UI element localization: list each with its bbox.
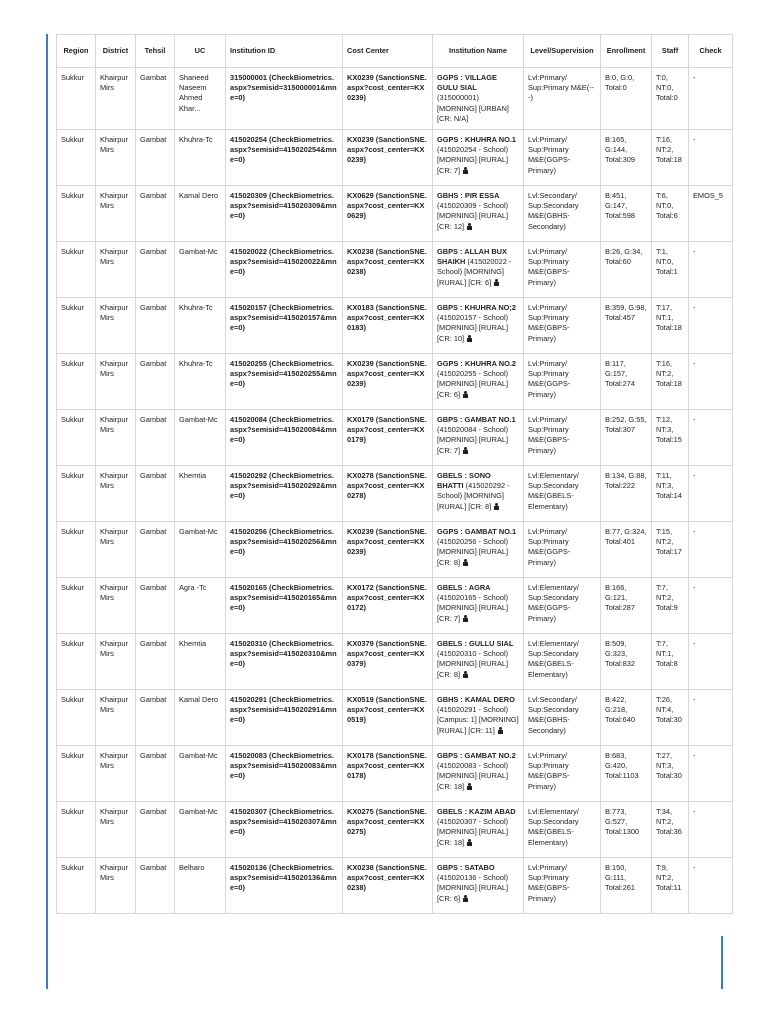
cell-district: Khairpur Mirs bbox=[96, 466, 136, 522]
cell-staff: T:7, NT:2, Total:9 bbox=[652, 578, 689, 634]
cell-staff: T:34, NT:2, Total:36 bbox=[652, 802, 689, 858]
institution-name-details: (415020136 - School) [MORNING] [RURAL] [CR: 6] bbox=[437, 873, 509, 903]
cell-region: Sukkur bbox=[57, 130, 96, 186]
cell-institution-name bbox=[433, 130, 524, 186]
cell-enrollment: B:165, G:144, Total:309 bbox=[601, 130, 652, 186]
cell-region: Sukkur bbox=[57, 466, 96, 522]
cell-cost-center-link[interactable]: KX0179 (SanctionSNE.aspx?cost_center=KX0179) bbox=[343, 410, 433, 466]
cell-staff: T:17, NT:1, Total:18 bbox=[652, 298, 689, 354]
cell-level-supervision: Lvl:Secondary/ Sup:Secondary M&E(GBHS-Secondary) bbox=[524, 690, 601, 746]
student-gender-icon bbox=[466, 839, 473, 846]
cell-cost-center-link[interactable]: KX0238 (SanctionSNE.aspx?cost_center=KX0238) bbox=[343, 858, 433, 914]
cell-uc: Gambat-Mc bbox=[175, 802, 226, 858]
cell-cost-center-link[interactable]: KX0519 (SanctionSNE.aspx?cost_center=KX0519) bbox=[343, 690, 433, 746]
cell-district: Khairpur Mirs bbox=[96, 298, 136, 354]
cell-level-supervision: Lvl:Elementary/ Sup:Secondary M&E(GBELS-Elementary) bbox=[524, 634, 601, 690]
institution-name-details: (415020291 - School) [Campus: 1] [MORNING] [RURAL] [CR: 11] bbox=[437, 705, 519, 735]
cell-enrollment: B:26, G:34, Total:60 bbox=[601, 242, 652, 298]
cell-level-supervision: Lvl:Primary/ Sup:Primary M&E(GGPS-Primary) bbox=[524, 354, 601, 410]
table-row bbox=[57, 410, 733, 466]
institution-name-title: GBPS : SATABO bbox=[437, 863, 495, 873]
table-row bbox=[57, 746, 733, 802]
cell-institution-id-link[interactable]: 415020083 (CheckBiometrics.aspx?semisid=415020083&mne=0) bbox=[226, 746, 343, 802]
cell-uc: Khuhra-Tc bbox=[175, 130, 226, 186]
cell-staff: T:9, NT:2, Total:11 bbox=[652, 858, 689, 914]
cell-enrollment: B:451, G:147, Total:598 bbox=[601, 186, 652, 242]
cell-cost-center-link[interactable]: KX0239 (SanctionSNE.aspx?cost_center=KX0239) bbox=[343, 354, 433, 410]
cell-staff: T:0, NT:0, Total:0 bbox=[652, 68, 689, 130]
cell-staff: T:16, NT:2, Total:18 bbox=[652, 354, 689, 410]
table-row bbox=[57, 802, 733, 858]
institution-name-title: GBELS : GULLU SIAL bbox=[437, 639, 514, 649]
cell-level-supervision: Lvl:Primary/ Sup:Primary M&E(GGPS-Primary) bbox=[524, 522, 601, 578]
cell-enrollment: B:359, G:98, Total:457 bbox=[601, 298, 652, 354]
cell-check: - bbox=[689, 130, 733, 186]
cell-institution-id-link[interactable]: 415020084 (CheckBiometrics.aspx?semisid=415020084&mne=0) bbox=[226, 410, 343, 466]
cell-level-supervision: Lvl:Primary/ Sup:Primary M&E(GBPS-Primary) bbox=[524, 298, 601, 354]
cell-tehsil: Gambat bbox=[136, 466, 175, 522]
cell-level-supervision: Lvl:Elementary/ Sup:Secondary M&E(GBELS-Elementary) bbox=[524, 466, 601, 522]
cell-cost-center-link[interactable]: KX0172 (SanctionSNE.aspx?cost_center=KX0172) bbox=[343, 578, 433, 634]
cell-uc: Khuhra-Tc bbox=[175, 298, 226, 354]
table-row bbox=[57, 186, 733, 242]
cell-region: Sukkur bbox=[57, 802, 96, 858]
cell-staff: T:12, NT:3, Total:15 bbox=[652, 410, 689, 466]
cell-uc: Gambat-Mc bbox=[175, 242, 226, 298]
cell-institution-name bbox=[433, 858, 524, 914]
cell-institution-id-link[interactable]: 415020307 (CheckBiometrics.aspx?semisid=415020307&mne=0) bbox=[226, 802, 343, 858]
cell-region: Sukkur bbox=[57, 858, 96, 914]
cell-uc: Kamal Dero bbox=[175, 186, 226, 242]
cell-level-supervision: Lvl:Primary/ Sup:Primary M&E(GBPS-Primary) bbox=[524, 858, 601, 914]
cell-cost-center-link[interactable]: KX0379 (SanctionSNE.aspx?cost_center=KX0379) bbox=[343, 634, 433, 690]
cell-check: - bbox=[689, 522, 733, 578]
institution-name-details: (415020083 - School) [MORNING] [RURAL] [CR: 18] bbox=[437, 761, 509, 791]
cell-district: Khairpur Mirs bbox=[96, 130, 136, 186]
cell-region: Sukkur bbox=[57, 578, 96, 634]
institution-name-details: (415020084 - School) [MORNING] [RURAL] [CR: 7] bbox=[437, 425, 509, 455]
column-header-enrollment[interactable]: Enrollment bbox=[601, 35, 652, 68]
cell-tehsil: Gambat bbox=[136, 68, 175, 130]
institution-name-title: GBPS : ALLAH BUX SHAIKH bbox=[437, 247, 507, 267]
cell-staff: T:26, NT:4, Total:30 bbox=[652, 690, 689, 746]
cell-tehsil: Gambat bbox=[136, 522, 175, 578]
cell-staff: T:6, NT:0, Total:6 bbox=[652, 186, 689, 242]
student-gender-icon bbox=[466, 783, 473, 790]
left-border-line bbox=[46, 34, 48, 989]
cell-uc: Khuhra-Tc bbox=[175, 354, 226, 410]
table-row bbox=[57, 634, 733, 690]
table-row bbox=[57, 466, 733, 522]
cell-district: Khairpur Mirs bbox=[96, 858, 136, 914]
column-header-level-supervision[interactable]: Level/Supervision bbox=[524, 35, 601, 68]
cell-level-supervision: Lvl:Primary/ Sup:Primary M&E(GBPS-Primary) bbox=[524, 746, 601, 802]
cell-region: Sukkur bbox=[57, 298, 96, 354]
cell-tehsil: Gambat bbox=[136, 130, 175, 186]
cell-uc: Agra -Tc bbox=[175, 578, 226, 634]
institution-name-details: (415020157 - School) [MORNING] [RURAL] [CR: 10] bbox=[437, 313, 509, 343]
student-gender-icon bbox=[493, 279, 500, 286]
cell-region: Sukkur bbox=[57, 354, 96, 410]
student-gender-icon bbox=[462, 615, 469, 622]
student-gender-icon bbox=[462, 671, 469, 678]
cell-tehsil: Gambat bbox=[136, 242, 175, 298]
cell-district: Khairpur Mirs bbox=[96, 410, 136, 466]
institution-name-title: GBPS : KHUHRA NO;2 bbox=[437, 303, 516, 313]
cell-institution-id-link[interactable]: 415020254 (CheckBiometrics.aspx?semisid=415020254&mne=0) bbox=[226, 130, 343, 186]
cell-tehsil: Gambat bbox=[136, 298, 175, 354]
cell-uc: Belharo bbox=[175, 858, 226, 914]
cell-staff: T:7, NT:1, Total:8 bbox=[652, 634, 689, 690]
cell-institution-id-link[interactable]: 415020310 (CheckBiometrics.aspx?semisid=415020310&mne=0) bbox=[226, 634, 343, 690]
student-gender-icon bbox=[466, 335, 473, 342]
cell-check: - bbox=[689, 858, 733, 914]
student-gender-icon bbox=[462, 447, 469, 454]
table-row bbox=[57, 68, 733, 130]
table-body bbox=[57, 68, 733, 914]
table-row bbox=[57, 578, 733, 634]
cell-enrollment: B:422, G:218, Total:640 bbox=[601, 690, 652, 746]
column-header-institution-id[interactable]: Institution ID bbox=[226, 35, 343, 68]
cell-staff: T:27, NT:3, Total:30 bbox=[652, 746, 689, 802]
cell-uc: Gambat-Mc bbox=[175, 410, 226, 466]
institution-name-details: (415020310 - School) [MORNING] [RURAL] [CR: 8] bbox=[437, 649, 509, 679]
institution-name-details: (415020255 - School) [MORNING] [RURAL] [CR: 6] bbox=[437, 369, 509, 399]
cell-enrollment: B:134, G:88, Total:222 bbox=[601, 466, 652, 522]
institution-name-details: (415020307 - School) [MORNING] [RURAL] [CR: 18] bbox=[437, 817, 509, 847]
institution-name-title: GGPS : KHUHRA NO.2 bbox=[437, 359, 516, 369]
cell-level-supervision: Lvl:Primary/ Sup:Primary M&E(GBPS-Primary) bbox=[524, 410, 601, 466]
cell-region: Sukkur bbox=[57, 242, 96, 298]
cell-cost-center-link[interactable]: KX0178 (SanctionSNE.aspx?cost_center=KX0178) bbox=[343, 746, 433, 802]
cell-cost-center-link[interactable]: KX0183 (SanctionSNE.aspx?cost_center=KX0183) bbox=[343, 298, 433, 354]
column-header-staff[interactable]: Staff bbox=[652, 35, 689, 68]
institution-name-title: GBELS : KAZIM ABAD bbox=[437, 807, 516, 817]
cell-tehsil: Gambat bbox=[136, 634, 175, 690]
cell-check: - bbox=[689, 466, 733, 522]
column-header-cost-center[interactable]: Cost Center bbox=[343, 35, 433, 68]
cell-institution-name bbox=[433, 466, 524, 522]
cell-level-supervision: Lvl:Elementary/ Sup:Secondary M&E(GGPS-Primary) bbox=[524, 578, 601, 634]
cell-enrollment: B:117, G:157, Total:274 bbox=[601, 354, 652, 410]
cell-institution-id-link[interactable]: 415020165 (CheckBiometrics.aspx?semisid=415020165&mne=0) bbox=[226, 578, 343, 634]
cell-enrollment: B:683, G:420, Total:1103 bbox=[601, 746, 652, 802]
cell-region: Sukkur bbox=[57, 634, 96, 690]
table-row bbox=[57, 522, 733, 578]
cell-institution-name bbox=[433, 578, 524, 634]
cell-region: Sukkur bbox=[57, 746, 96, 802]
cell-tehsil: Gambat bbox=[136, 858, 175, 914]
cell-enrollment: B:773, G:527, Total:1300 bbox=[601, 802, 652, 858]
cell-level-supervision: Lvl:Primary/ Sup:Primary M&E(GGPS-Primary) bbox=[524, 130, 601, 186]
column-header-region[interactable]: Region bbox=[57, 35, 96, 68]
cell-cost-center-link[interactable]: KX0238 (SanctionSNE.aspx?cost_center=KX0238) bbox=[343, 242, 433, 298]
cell-institution-id-link[interactable]: 415020309 (CheckBiometrics.aspx?semisid=415020309&mne=0) bbox=[226, 186, 343, 242]
cell-uc: Shaneed Naseem Ahmed Khar... bbox=[175, 68, 226, 130]
column-header-check[interactable]: Check bbox=[689, 35, 733, 68]
cell-staff: T:1, NT:0, Total:1 bbox=[652, 242, 689, 298]
student-gender-icon bbox=[462, 559, 469, 566]
cell-institution-id-link[interactable]: 415020255 (CheckBiometrics.aspx?semisid=415020255&mne=0) bbox=[226, 354, 343, 410]
cell-cost-center-link[interactable]: KX0239 (SanctionSNE.aspx?cost_center=KX0239) bbox=[343, 130, 433, 186]
student-gender-icon bbox=[462, 167, 469, 174]
student-gender-icon bbox=[462, 391, 469, 398]
cell-check: - bbox=[689, 354, 733, 410]
cell-check: - bbox=[689, 690, 733, 746]
column-header-tehsil[interactable]: Tehsil bbox=[136, 35, 175, 68]
column-header-institution-name[interactable]: Institution Name bbox=[433, 35, 524, 68]
cell-level-supervision: Lvl:Primary/ Sup:Primary M&E(---) bbox=[524, 68, 601, 130]
right-border-line bbox=[721, 936, 723, 989]
institution-name-title: GBPS : GAMBAT NO.1 bbox=[437, 415, 516, 425]
cell-institution-id-link[interactable]: 415020292 (CheckBiometrics.aspx?semisid=415020292&mne=0) bbox=[226, 466, 343, 522]
cell-tehsil: Gambat bbox=[136, 802, 175, 858]
institution-name-title: GBELS : AGRA bbox=[437, 583, 491, 593]
cell-institution-id-link[interactable]: 415020022 (CheckBiometrics.aspx?semisid=415020022&mne=0) bbox=[226, 242, 343, 298]
cell-region: Sukkur bbox=[57, 186, 96, 242]
cell-district: Khairpur Mirs bbox=[96, 186, 136, 242]
cell-district: Khairpur Mirs bbox=[96, 802, 136, 858]
cell-district: Khairpur Mirs bbox=[96, 354, 136, 410]
institution-name-title: GBELS : SONO BHATTI bbox=[437, 471, 491, 491]
institution-name-title: GGPS : VILLAGE GULU SIAL bbox=[437, 73, 497, 93]
cell-uc: Gambat-Mc bbox=[175, 746, 226, 802]
cell-staff: T:16, NT:2, Total:18 bbox=[652, 130, 689, 186]
cell-check: - bbox=[689, 242, 733, 298]
cell-enrollment: B:77, G:324, Total:401 bbox=[601, 522, 652, 578]
institution-name-details: (415020254 - School) [MORNING] [RURAL] [CR: 7] bbox=[437, 145, 509, 175]
institution-name-details: (415020292 - School) [MORNING] [RURAL] [CR: 8] bbox=[437, 481, 510, 511]
institutions-table bbox=[56, 34, 733, 914]
cell-institution-id-link[interactable]: 415020157 (CheckBiometrics.aspx?semisid=415020157&mne=0) bbox=[226, 298, 343, 354]
column-header-district[interactable]: District bbox=[96, 35, 136, 68]
institution-name-details: (415020256 - School) [MORNING] [RURAL] [CR: 8] bbox=[437, 537, 509, 567]
cell-cost-center-link[interactable]: KX0239 (SanctionSNE.aspx?cost_center=KX0239) bbox=[343, 522, 433, 578]
cell-institution-name bbox=[433, 690, 524, 746]
cell-tehsil: Gambat bbox=[136, 410, 175, 466]
cell-enrollment: B:509, G:323, Total:832 bbox=[601, 634, 652, 690]
institution-name-title: GBHS : KAMAL DERO bbox=[437, 695, 515, 705]
student-gender-icon bbox=[466, 223, 473, 230]
cell-level-supervision: Lvl:Primary/ Sup:Primary M&E(GBPS-Primary) bbox=[524, 242, 601, 298]
cell-institution-name bbox=[433, 746, 524, 802]
cell-uc: Khemtia bbox=[175, 466, 226, 522]
cell-district: Khairpur Mirs bbox=[96, 634, 136, 690]
cell-region: Sukkur bbox=[57, 522, 96, 578]
cell-institution-name bbox=[433, 634, 524, 690]
cell-tehsil: Gambat bbox=[136, 690, 175, 746]
cell-check: - bbox=[689, 578, 733, 634]
cell-district: Khairpur Mirs bbox=[96, 690, 136, 746]
cell-enrollment: B:0, G:0, Total:0 bbox=[601, 68, 652, 130]
cell-enrollment: B:166, G:121, Total:287 bbox=[601, 578, 652, 634]
cell-check: - bbox=[689, 68, 733, 130]
cell-region: Sukkur bbox=[57, 68, 96, 130]
cell-cost-center-link[interactable]: KX0239 (SanctionSNE.aspx?cost_center=KX0239) bbox=[343, 68, 433, 130]
cell-district: Khairpur Mirs bbox=[96, 578, 136, 634]
institution-name-title: GBPS : GAMBAT NO.2 bbox=[437, 751, 516, 761]
cell-cost-center-link[interactable]: KX0275 (SanctionSNE.aspx?cost_center=KX0275) bbox=[343, 802, 433, 858]
table-row bbox=[57, 242, 733, 298]
cell-tehsil: Gambat bbox=[136, 746, 175, 802]
cell-institution-name bbox=[433, 354, 524, 410]
cell-institution-name bbox=[433, 802, 524, 858]
cell-institution-id-link[interactable]: 315000001 (CheckBiometrics.aspx?semisid=315000001&mne=0) bbox=[226, 68, 343, 130]
institution-name-details: (415020309 - School) [MORNING] [RURAL] [CR: 12] bbox=[437, 201, 509, 231]
cell-institution-name bbox=[433, 298, 524, 354]
cell-enrollment: B:150, G:111, Total:261 bbox=[601, 858, 652, 914]
cell-tehsil: Gambat bbox=[136, 578, 175, 634]
cell-enrollment: B:252, G:55, Total:307 bbox=[601, 410, 652, 466]
cell-staff: T:11, NT:3, Total:14 bbox=[652, 466, 689, 522]
cell-uc: Gambat-Mc bbox=[175, 522, 226, 578]
cell-staff: T:15, NT:2, Total:17 bbox=[652, 522, 689, 578]
cell-district: Khairpur Mirs bbox=[96, 746, 136, 802]
cell-institution-name bbox=[433, 68, 524, 130]
student-gender-icon bbox=[493, 503, 500, 510]
cell-district: Khairpur Mirs bbox=[96, 522, 136, 578]
institution-name-title: GGPS : GAMBAT NO.1 bbox=[437, 527, 517, 537]
cell-level-supervision: Lvl:Secondary/ Sup:Secondary M&E(GBHS-Secondary) bbox=[524, 186, 601, 242]
cell-cost-center-link[interactable]: KX0629 (SanctionSNE.aspx?cost_center=KX0629) bbox=[343, 186, 433, 242]
cell-tehsil: Gambat bbox=[136, 186, 175, 242]
cell-check: - bbox=[689, 746, 733, 802]
column-header-uc[interactable]: UC bbox=[175, 35, 226, 68]
institution-name-title: GGPS : KHUHRA NO.1 bbox=[437, 135, 516, 145]
cell-check: - bbox=[689, 410, 733, 466]
cell-check: - bbox=[689, 298, 733, 354]
cell-check: - bbox=[689, 802, 733, 858]
institution-name-title: GBHS : PIR ESSA bbox=[437, 191, 500, 201]
student-gender-icon bbox=[462, 895, 469, 902]
cell-institution-name bbox=[433, 522, 524, 578]
cell-uc: Kamal Dero bbox=[175, 690, 226, 746]
cell-region: Sukkur bbox=[57, 690, 96, 746]
cell-check: - bbox=[689, 634, 733, 690]
institution-name-details: (415020165 - School) [MORNING] [RURAL] [CR: 7] bbox=[437, 593, 509, 623]
institution-name-details: (315000001) [MORNING] [URBAN] [CR: N/A] bbox=[437, 93, 509, 123]
cell-institution-name bbox=[433, 186, 524, 242]
table-header-row bbox=[57, 35, 733, 68]
cell-institution-id-link[interactable]: 415020291 (CheckBiometrics.aspx?semisid=415020291&mne=0) bbox=[226, 690, 343, 746]
cell-tehsil: Gambat bbox=[136, 354, 175, 410]
cell-institution-name bbox=[433, 242, 524, 298]
cell-district: Khairpur Mirs bbox=[96, 68, 136, 130]
student-gender-icon bbox=[497, 727, 504, 734]
table-row bbox=[57, 354, 733, 410]
institution-name-details: (415020022 - School) [MORNING] [RURAL] [CR: 6] bbox=[437, 257, 512, 287]
table-row bbox=[57, 130, 733, 186]
table-row bbox=[57, 298, 733, 354]
cell-check: EMOS_5 bbox=[689, 186, 733, 242]
cell-uc: Khemtia bbox=[175, 634, 226, 690]
cell-institution-name bbox=[433, 410, 524, 466]
table-row bbox=[57, 858, 733, 914]
cell-cost-center-link[interactable]: KX0278 (SanctionSNE.aspx?cost_center=KX0278) bbox=[343, 466, 433, 522]
cell-district: Khairpur Mirs bbox=[96, 242, 136, 298]
cell-region: Sukkur bbox=[57, 410, 96, 466]
cell-level-supervision: Lvl:Elementary/ Sup:Secondary M&E(GBELS-Elementary) bbox=[524, 802, 601, 858]
table-row bbox=[57, 690, 733, 746]
cell-institution-id-link[interactable]: 415020256 (CheckBiometrics.aspx?semisid=415020256&mne=0) bbox=[226, 522, 343, 578]
cell-institution-id-link[interactable]: 415020136 (CheckBiometrics.aspx?semisid=415020136&mne=0) bbox=[226, 858, 343, 914]
